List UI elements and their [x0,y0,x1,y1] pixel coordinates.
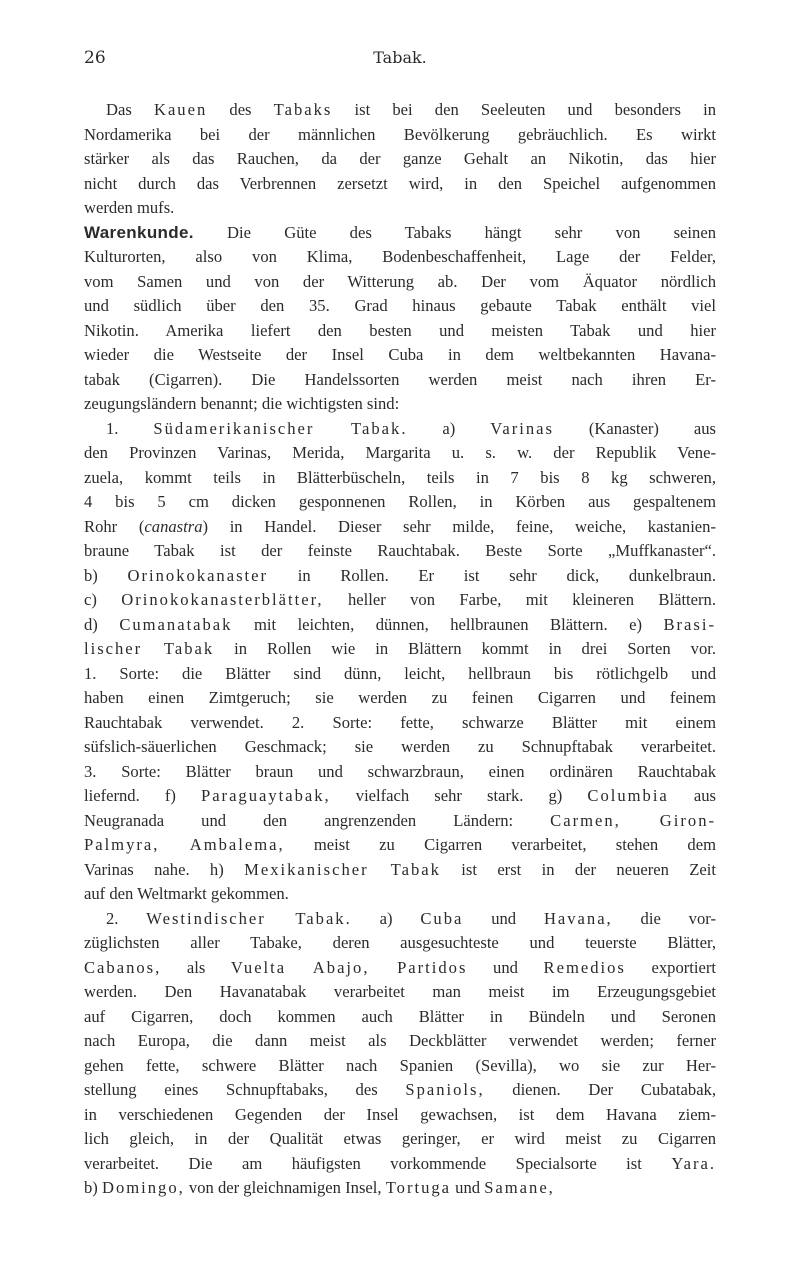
page-header [84,48,716,72]
spaced-term: Orinokokanaster [127,565,269,585]
text-line [84,196,716,221]
spaced-term: Vuelta Abajo, Partidos [230,957,468,977]
spaced-term: Brasi- [663,614,716,634]
spaced-term: Carmen, Giron- [550,810,717,830]
text-line [84,172,716,197]
text-run: und südlich über den 35. Grad hinaus gebaute Tabak enthält viel [84,296,716,315]
spaced-term: Westindischer Tabak. [146,908,352,928]
text-run: c) [84,590,122,609]
spaced-term: Columbia [587,786,669,805]
text-run: werden mufs. [84,198,175,217]
text-run: lich gleich, in der Qualität etwas geringer, er wird meist zu Cigarren [84,1129,716,1148]
text-line [84,294,716,319]
text-line [84,956,716,981]
spaced-term: Yara. [671,1153,716,1173]
body-text [84,98,716,1201]
text-run: auf Cigarren, doch kommen auch Blätter in Bündeln und Seronen [84,1006,716,1026]
text-run: exportiert [625,957,716,977]
text-run: Nikotin. Amerika liefert den besten und meisten Tabak und hier [84,320,716,340]
text-line [84,809,716,834]
text-line [84,980,716,1005]
text-line [84,637,716,662]
text-run: 2. [106,908,147,928]
spaced-term: Samane, [484,1178,555,1197]
text-run: 4 bis 5 cm dicken gesponnenen Rollen, in Körben aus gespaltenem [84,492,716,511]
text-run: 1. [106,418,154,438]
text-line [84,515,716,540]
text-run: 3. Sorte: Blätter braun und schwarzbraun, einen ordinären Rauchtabak [84,761,716,781]
spaced-term: Paraguaytabak, [200,786,331,805]
text-run: canastra [144,516,203,536]
spaced-term: Remedios [543,957,626,977]
spaced-term: Cumanatabak [119,614,233,634]
text-run: Rauchtabak verwendet. 2. Sorte: fette, schwarze Blätter mit einem [84,712,716,732]
text-line [84,1078,716,1103]
text-line [84,343,716,368]
text-run: b) [84,1178,102,1197]
text-line [84,931,716,956]
text-run: Neugranada und den angrenzenden Ländern: [84,810,551,830]
spaced-term: Südamerikanischer Tabak. [153,418,408,438]
text-line [84,1152,716,1177]
text-run: in verschiedenen Gegenden der Insel gewachsen, ist dem Havana ziem- [84,1104,716,1124]
text-line [84,539,716,564]
text-line [84,882,716,907]
text-line [84,613,716,638]
text-line [84,392,716,417]
text-line [84,147,716,172]
text-line [84,588,716,613]
text-line [84,1176,716,1201]
spaced-term: Spaniols, [405,1080,485,1099]
text-run: den Provinzen Varinas, Merida, Margarita u. s. w. der Republik Vene- [84,443,716,462]
text-run: zeugungsländern benannt; die wichtigsten sind: [84,394,400,413]
spaced-term: Cabanos, [84,957,162,977]
text-run: liefernd. f) [84,786,201,805]
spaced-term: Havana, [543,908,613,928]
text-run: zuela, kommt teils in Blätterbüscheln, teils in 7 bis 8 kg schweren, [84,467,716,487]
text-line [84,319,716,344]
text-line [84,221,716,246]
spaced-term: Palmyra, Ambalema, [84,835,285,854]
text-run: in Rollen. Er ist sehr dick, dunkelbraun. [268,565,716,585]
text-line [84,907,716,932]
text-line [84,1029,716,1054]
text-run: auf den Weltmarkt gekommen. [84,884,289,903]
spaced-term: Tabaks [273,100,333,119]
text-line [84,564,716,589]
spaced-term: Domingo, [101,1178,185,1197]
text-run: haben einen Zimtgeruch; sie werden zu feinen Cigarren und feinem [84,688,716,707]
text-run: als [161,957,231,977]
text-run: verarbeitet. Die am häufigsten vorkommende Specialsorte ist [84,1153,672,1173]
running-head: Tabak. [373,48,427,67]
spaced-term: Cuba [420,908,464,928]
text-run: Kulturorten, also von Klima, Bodenbeschaffenheit, Lage der Felder, [84,247,716,266]
text-run: Varinas nahe. h) [84,859,245,879]
text-line [84,270,716,295]
text-run: ist erst in der neueren Zeit [440,859,717,879]
text-run: und [451,1178,485,1197]
text-run: stellung eines Schnupftabaks, des [84,1080,406,1099]
text-line [84,1005,716,1030]
text-run: Rohr ( [84,516,145,536]
text-line [84,711,716,736]
text-line [84,858,716,883]
text-run: Nordamerika bei der männlichen Bevölkerung gebräuchlich. Es wirkt [84,124,716,144]
page-number: 26 [84,48,106,68]
text-line [84,784,716,809]
text-run: die vor- [612,908,716,928]
text-run: von der gleichnamigen Insel, [184,1178,386,1197]
text-line [84,368,716,393]
text-run: gehen fette, schwere Blätter nach Spanien (Sevilla), wo sie zur Her- [84,1055,716,1075]
text-line [84,1103,716,1128]
text-line [84,466,716,491]
spaced-term: Tortuga [385,1178,452,1197]
text-run: dienen. Der Cubatabak, [484,1080,717,1099]
text-line [84,1127,716,1152]
text-line [84,98,716,123]
text-run: heller von Farbe, mit kleineren Blättern. [323,590,716,609]
text-line [84,686,716,711]
text-run: vom Samen und von der Witterung ab. Der vom Äquator nördlich [84,271,716,291]
text-run: 1. Sorte: die Blätter sind dünn, leicht, hellbraun bis rötlichgelb und [84,663,716,683]
text-run: meist zu Cigarren verarbeitet, stehen dem [284,835,716,854]
text-run: werden. Den Havanatabak verarbeitet man meist im Erzeugungsgebiet [84,982,716,1001]
text-line [84,441,716,466]
text-line [84,735,716,760]
text-line [84,245,716,270]
text-run: nicht durch das Verbrennen zersetzt wird, in den Speichel aufgenommen [84,173,716,193]
text-line [84,490,716,515]
spaced-term: lischer Tabak [84,639,215,658]
spaced-term: Orinokokanasterblätter, [121,590,324,609]
spaced-term: Varinas [490,418,554,438]
text-run: mit leichten, dünnen, hellbraunen Blättern. e) [232,614,664,634]
text-run: ) in Handel. Dieser sehr milde, feine, weiche, kastanien- [202,516,716,536]
text-run: d) [84,614,120,634]
text-run: nach Europa, die dann meist als Deckblätter verwendet werden; ferner [84,1031,716,1050]
text-line [84,760,716,785]
text-run: züglichsten aller Tabake, deren ausgesuchteste und teuerste Blätter, [84,933,716,952]
text-run: b) [84,565,128,585]
text-run: aus [668,786,716,805]
spaced-term: Mexikanischer Tabak [244,859,441,879]
spaced-term: Kauen [153,100,208,119]
text-run: und [463,908,544,928]
text-run: süfslich-säuerlichen Geschmack; sie werden zu Schnupftabak verarbeitet. [84,737,716,756]
text-run: Die Güte des Tabaks hängt sehr von seinen [193,222,716,242]
text-run: Das [106,100,154,119]
text-line [84,833,716,858]
section-heading: Warenkunde. [84,222,194,242]
text-line [84,662,716,687]
text-run: a) [351,908,421,928]
text-run: vielfach sehr stark. g) [330,786,588,805]
text-run: ist bei den Seeleuten und besonders in [332,100,716,119]
text-run: in Rollen wie in Blättern kommt in drei Sorten vor. [214,639,717,658]
text-run: braune Tabak ist der feinste Rauchtabak. Beste Sorte „Muffkanaster“. [84,541,716,560]
text-line [84,417,716,442]
text-run: des [207,100,274,119]
text-run: und [467,957,544,977]
text-run: wieder die Westseite der Insel Cuba in dem weltbekannten Havana- [84,345,716,364]
text-run: tabak (Cigarren). Die Handelssorten werden meist nach ihren Er- [84,369,716,389]
text-run: a) [407,418,491,438]
text-line [84,1054,716,1079]
text-run: (Kanaster) aus [553,418,716,438]
text-run: stärker als das Rauchen, da der ganze Gehalt an Nikotin, das hier [84,149,716,168]
text-line [84,123,716,148]
